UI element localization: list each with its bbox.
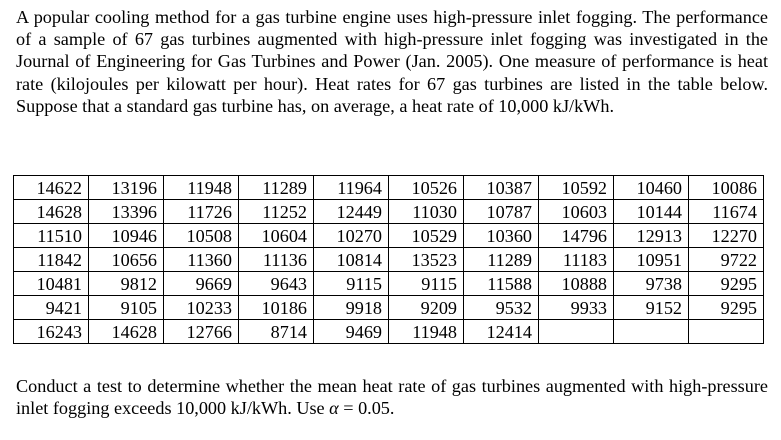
heat-rate-cell: 10592 <box>539 176 614 200</box>
heat-rate-cell: 10086 <box>689 176 764 200</box>
heat-rate-cell: 10481 <box>14 272 89 296</box>
heat-rate-cell <box>614 320 689 344</box>
alpha-symbol: α <box>329 398 339 419</box>
heat-rate-cell: 11948 <box>164 176 239 200</box>
heat-rate-cell: 10387 <box>464 176 539 200</box>
heat-rate-cell: 10508 <box>164 224 239 248</box>
heat-rate-cell: 9812 <box>89 272 164 296</box>
heat-rate-cell: 10946 <box>89 224 164 248</box>
heat-rate-table <box>13 175 764 344</box>
heat-rate-cell: 14628 <box>89 320 164 344</box>
heat-rate-cell: 14622 <box>14 176 89 200</box>
heat-rate-table-body <box>14 176 764 344</box>
table-row <box>14 248 764 272</box>
heat-rate-cell: 9738 <box>614 272 689 296</box>
heat-rate-cell: 13523 <box>389 248 464 272</box>
heat-rate-cell: 14796 <box>539 224 614 248</box>
heat-rate-cell: 9105 <box>89 296 164 320</box>
heat-rate-cell: 11842 <box>14 248 89 272</box>
heat-rate-cell: 9669 <box>164 272 239 296</box>
table-row <box>14 296 764 320</box>
heat-rate-cell: 10888 <box>539 272 614 296</box>
table-row <box>14 200 764 224</box>
heat-rate-cell: 13396 <box>89 200 164 224</box>
heat-rate-cell: 9115 <box>389 272 464 296</box>
heat-rate-cell: 16243 <box>14 320 89 344</box>
table-row <box>14 272 764 296</box>
heat-rate-cell: 11948 <box>389 320 464 344</box>
heat-rate-cell: 9643 <box>239 272 314 296</box>
heat-rate-cell: 10460 <box>614 176 689 200</box>
heat-rate-cell: 11252 <box>239 200 314 224</box>
table-row <box>14 224 764 248</box>
heat-rate-cell: 10529 <box>389 224 464 248</box>
heat-rate-cell: 10360 <box>464 224 539 248</box>
heat-rate-cell <box>689 320 764 344</box>
heat-rate-cell: 9209 <box>389 296 464 320</box>
heat-rate-cell: 14628 <box>14 200 89 224</box>
heat-rate-cell <box>539 320 614 344</box>
heat-rate-cell: 9532 <box>464 296 539 320</box>
heat-rate-cell: 9918 <box>314 296 389 320</box>
question-text-before: Conduct a test to determine whether the mean heat rate of gas turbines augmented with high-pressure inlet fogging exceeds 10,000 kJ/kWh. Use <box>16 376 768 419</box>
heat-rate-cell: 10233 <box>164 296 239 320</box>
heat-rate-cell: 10951 <box>614 248 689 272</box>
heat-rate-cell: 10787 <box>464 200 539 224</box>
heat-rate-cell: 12270 <box>689 224 764 248</box>
heat-rate-cell: 10604 <box>239 224 314 248</box>
heat-rate-cell: 11360 <box>164 248 239 272</box>
heat-rate-cell: 10270 <box>314 224 389 248</box>
heat-rate-cell: 12414 <box>464 320 539 344</box>
heat-rate-cell: 10144 <box>614 200 689 224</box>
heat-rate-cell: 10186 <box>239 296 314 320</box>
heat-rate-cell: 12913 <box>614 224 689 248</box>
heat-rate-cell: 11588 <box>464 272 539 296</box>
heat-rate-cell: 11136 <box>239 248 314 272</box>
heat-rate-cell: 10656 <box>89 248 164 272</box>
heat-rate-cell: 9933 <box>539 296 614 320</box>
heat-rate-cell: 12766 <box>164 320 239 344</box>
test-question-text <box>16 375 768 419</box>
heat-rate-cell: 11964 <box>314 176 389 200</box>
heat-rate-cell: 11030 <box>389 200 464 224</box>
heat-rate-cell: 12449 <box>314 200 389 224</box>
table-row <box>14 176 764 200</box>
heat-rate-cell: 10814 <box>314 248 389 272</box>
heat-rate-cell: 9421 <box>14 296 89 320</box>
heat-rate-cell: 10603 <box>539 200 614 224</box>
heat-rate-cell: 11289 <box>239 176 314 200</box>
problem-intro-text: A popular cooling method for a gas turbine engine uses high-pressure inlet fogging. The performance of a sample of 67 gas turbines augmented with high-pressure inlet fogging was investigated in the Journal of Engineering for Gas Turbines and Power (Jan. 2005). One measure of performance is heat rate (kilojoules per kilowatt per hour). Heat rates for 67 gas turbines are listed in the table below. Suppose that a standard gas turbine has, on average, a heat rate of 10,000 kJ/kWh. <box>16 7 768 116</box>
heat-rate-cell: 13196 <box>89 176 164 200</box>
heat-rate-cell: 9722 <box>689 248 764 272</box>
heat-rate-cell: 8714 <box>239 320 314 344</box>
question-text-after: = 0.05. <box>338 398 395 419</box>
table-row <box>14 320 764 344</box>
heat-rate-cell: 9295 <box>689 272 764 296</box>
heat-rate-cell: 11183 <box>539 248 614 272</box>
heat-rate-cell: 11289 <box>464 248 539 272</box>
heat-rate-cell: 9115 <box>314 272 389 296</box>
heat-rate-cell: 9295 <box>689 296 764 320</box>
heat-rate-cell: 11510 <box>14 224 89 248</box>
heat-rate-cell: 9152 <box>614 296 689 320</box>
heat-rate-cell: 9469 <box>314 320 389 344</box>
heat-rate-cell: 10526 <box>389 176 464 200</box>
heat-rate-cell: 11674 <box>689 200 764 224</box>
heat-rate-cell: 11726 <box>164 200 239 224</box>
